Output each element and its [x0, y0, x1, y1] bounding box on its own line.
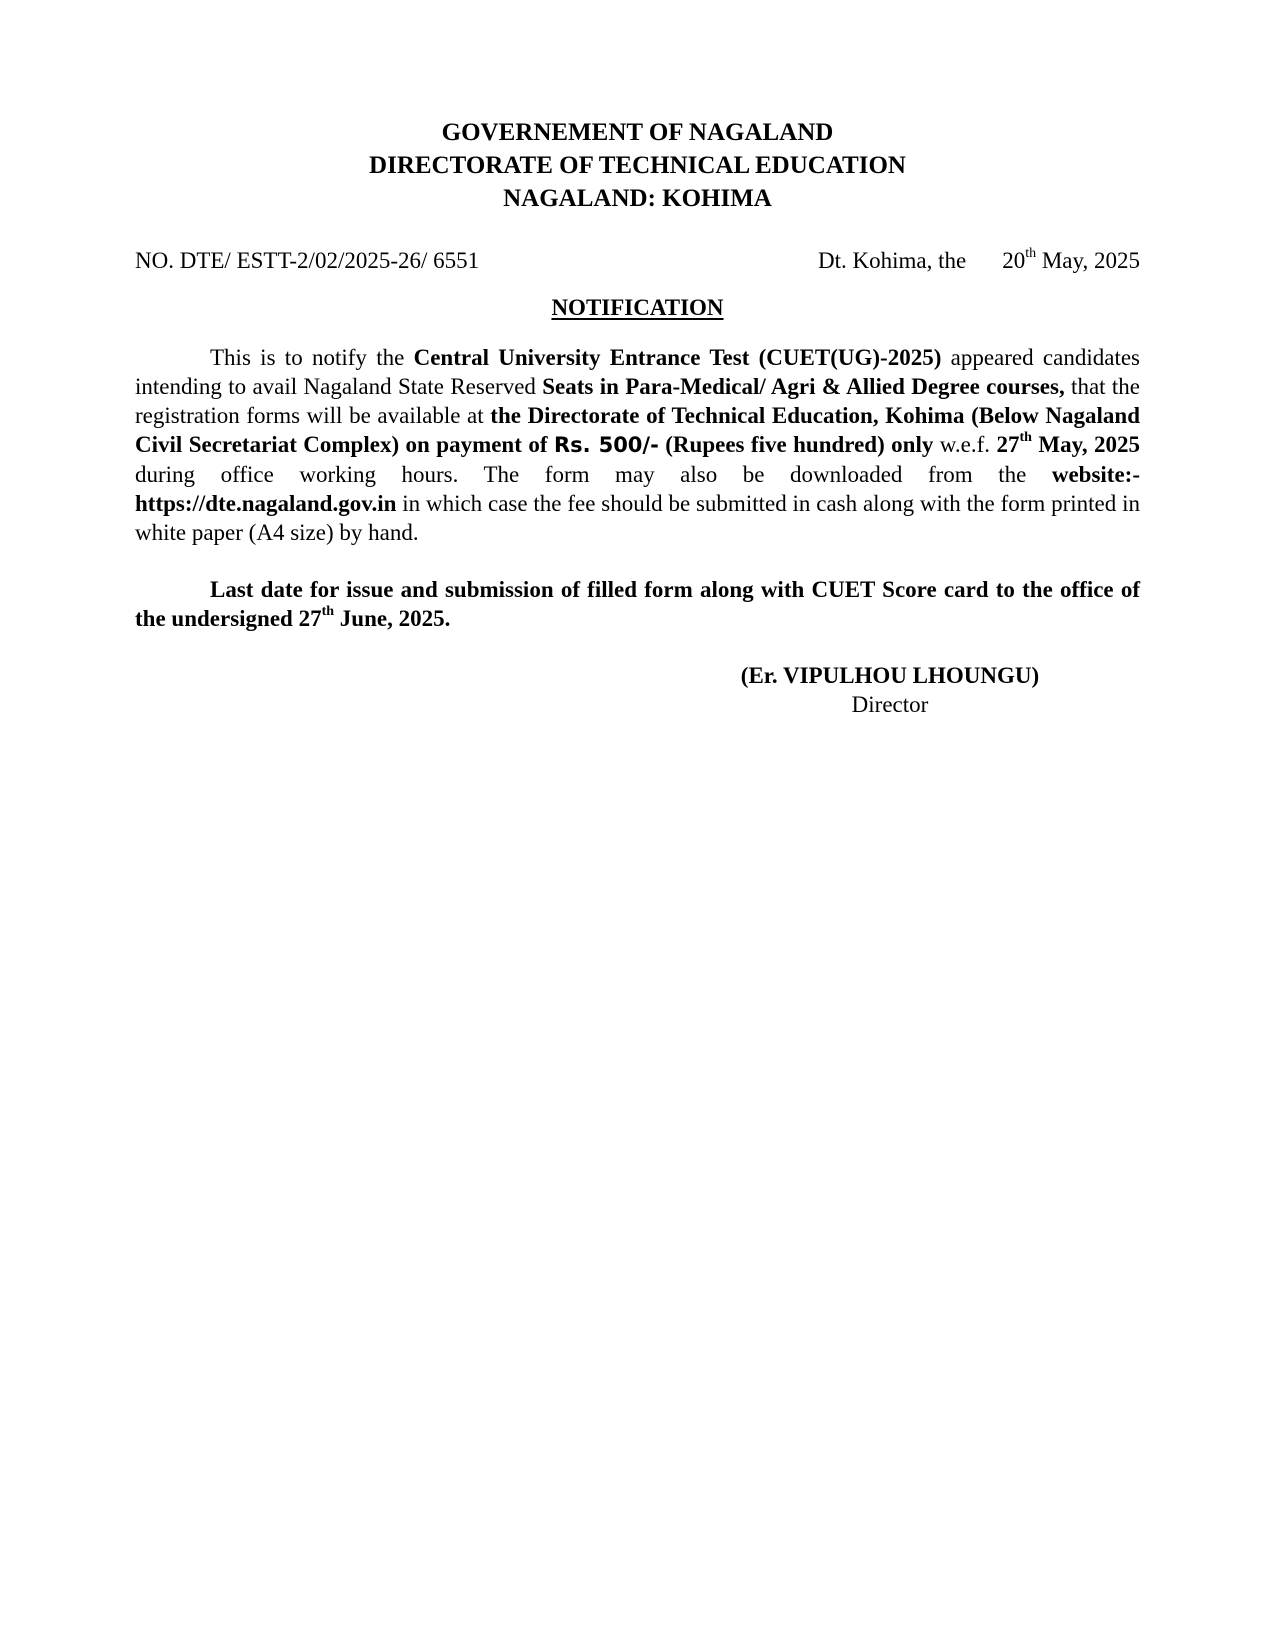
- body-text: appeared candidates intending to avail Nagaland State Reserved: [135, 345, 1140, 399]
- body-text: w.e.f.: [933, 432, 997, 457]
- date-rest: May, 2025: [1036, 248, 1140, 273]
- last-date-paragraph: [135, 575, 1140, 633]
- body-text: during office working hours. The form may also be downloaded from the: [135, 462, 1052, 487]
- last-date-suffix: th: [321, 604, 335, 620]
- notification-title: NOTIFICATION: [551, 295, 724, 320]
- signatory-designation: Director: [851, 692, 929, 717]
- date-day: 20: [1002, 248, 1026, 273]
- website-link[interactable]: website:- https://dte.nagaland.gov.in: [135, 462, 1140, 516]
- fee-words: (Rupees five hundred) only: [658, 432, 934, 457]
- last-date-text: Last date for issue and submission of filled form along with CUET Score card to the office of the undersigned 27: [135, 577, 1140, 631]
- reference-date: [818, 247, 1140, 275]
- start-date-day: 27: [996, 432, 1020, 457]
- letterhead: [0, 116, 1275, 215]
- date-prefix: Dt. Kohima, the: [817, 248, 967, 273]
- start-date-suffix: th: [1019, 430, 1032, 446]
- fee-amount: Rs. 500/-: [553, 433, 659, 457]
- date-day-suffix: th: [1025, 246, 1037, 262]
- courses-name: Seats in Para-Medical/ Agri & Allied Degree courses,: [542, 374, 1065, 399]
- body-text: This is to notify the: [210, 345, 414, 370]
- signatory-name: (Er. VIPULHOU LHOUNGU): [740, 663, 1040, 688]
- header-line-location: NAGALAND: KOHIMA: [503, 185, 772, 212]
- office-location: the Directorate of Technical Education, Kohima (Below Nagaland Civil Secretariat Complex) on payment of: [135, 403, 1141, 457]
- reference-number: NO. DTE/ ESTT-2/02/2025-26/ 6551: [135, 248, 480, 273]
- notification-body: [135, 343, 1140, 547]
- last-date-end: June, 2025.: [334, 606, 451, 631]
- header-line-government: GOVERNEMENT OF NAGALAND: [441, 119, 834, 146]
- body-text: that the registration forms will be available at: [135, 374, 1140, 428]
- exam-name: Central University Entrance Test (CUET(UG)-2025): [413, 345, 942, 370]
- body-text: in which case the fee should be submitted in cash along with the form printed in white paper (A4 size) by hand.: [135, 491, 1140, 545]
- header-line-directorate: DIRECTORATE OF TECHNICAL EDUCATION: [369, 152, 906, 179]
- start-date-rest: May, 2025: [1031, 432, 1141, 457]
